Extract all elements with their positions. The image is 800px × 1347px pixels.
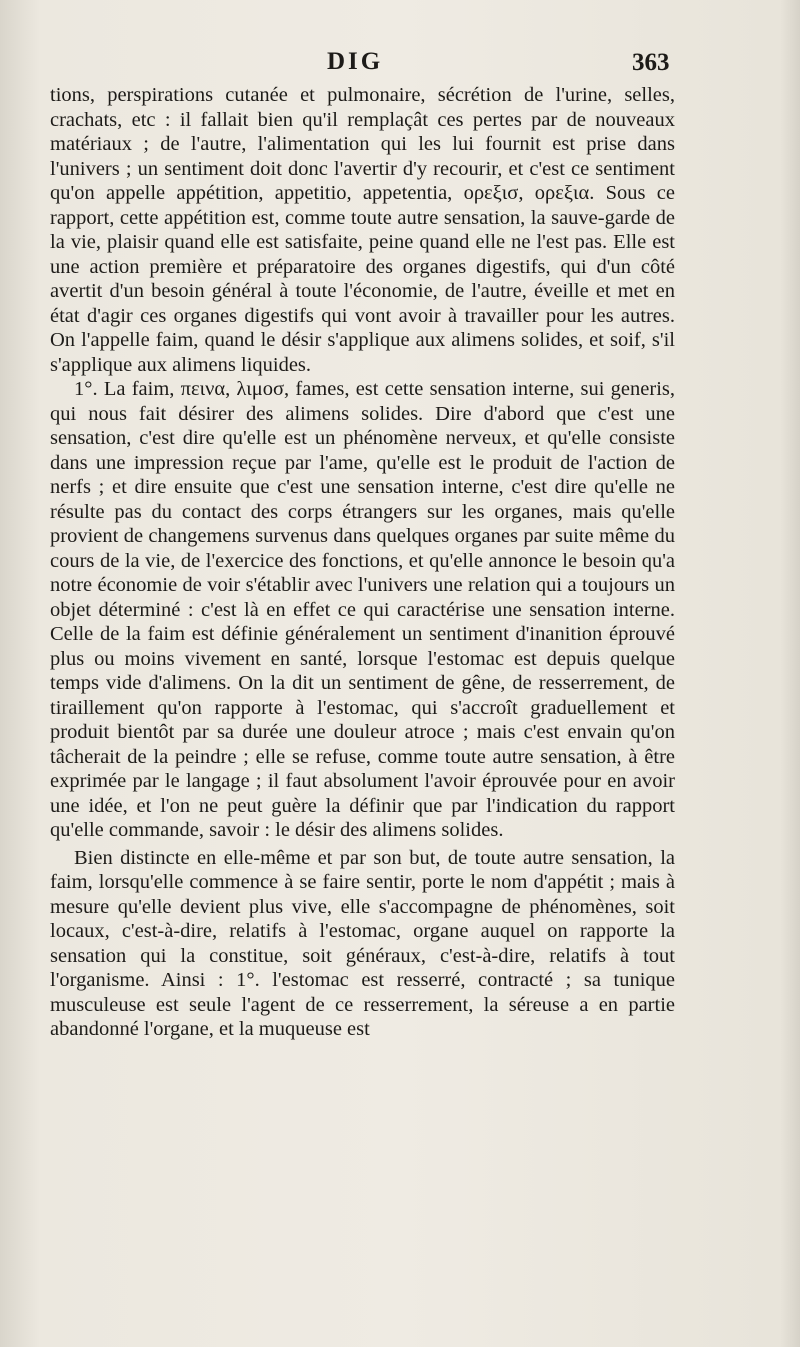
page-header [0, 48, 800, 82]
paragraph-faim-definition: 1°. La faim, πεινα, λιμοσ, fames, est cette sensation interne, sui generis, qui nous fait désirer des alimens solides. Dire d'abord que c'est une sensation, c'est dire qu'elle est un phénomène nerveux, et qu'elle consiste dans une impression reçue par l'ame, qu'elle est le produit de l'action de nerfs ; et dire ensuite que c'est une sensation interne, c'est dire qu'elle ne résulte pas du contact des corps étrangers sur les organes, mais qu'elle provient de changemens survenus dans quelques organes par suite même du cours de la vie, de l'exercice des fonctions, et qu'elle annonce le besoin qu'a notre économie de voir s'établir avec l'univers une relation qui a toujours un objet déterminé : c'est là en effet ce qui caractérise une sensation interne. Celle de la faim est définie généralement un sentiment d'inanition éprouvé plus ou moins vivement en santé, lorsque l'estomac est depuis quelque temps vide d'alimens. On la dit un sentiment de gêne, de resserrement, de tiraillement qu'on rapporte à l'estomac, qui s'accroît graduellement et produit bientôt par sa durée une douleur atroce ; mais c'est envain qu'on tâcherait de la peindre ; elle se refuse, comme toute autre sensation, à être exprimée par le langage ; il faut absolument l'avoir éprouvée pour en avoir une idée, et l'on ne peut guère la définir que par l'indication du rapport qu'elle commande, savoir : le désir des alimens solides. [50, 378, 675, 841]
paragraph-appetition: tions, perspirations cutanée et pulmonaire, sécrétion de l'urine, selles, crachats, etc : il fallait bien qu'il remplaçât ces pertes par de nouveaux matériaux ; de l'autre, l'alimentation qui les lui fournit est prise dans l'univers ; un sentiment doit donc l'avertir d'y recourir, et c'est ce sentiment qu'on appelle appétition, appetitio, appetentia, ορεξισ, ορεξια. Sous ce rapport, cette appétition est, comme toute autre sensation, la sauve-garde de la vie, plaisir quand elle est satisfaite, peine quand elle ne l'est pas. Elle est une action première et préparatoire des organes digestifs, qui d'un côté avertit d'un besoin général à toute l'économie, de l'autre, éveille et met en état d'agir ces organes digestifs qui vont avoir à travailler pour les autres. On l'appelle faim, quand le désir s'applique aux alimens solides, et soif, s'il s'applique aux alimens liquides. [50, 84, 675, 376]
page-body [50, 83, 675, 1042]
running-title: DIG [327, 48, 384, 75]
page-number: 363 [632, 49, 670, 76]
paragraph-faim-phenomenes: Bien distincte en elle-même et par son but, de toute autre sensation, la faim, lorsqu'elle commence à se faire sentir, porte le nom d'appétit ; mais à mesure qu'elle devient plus vive, elle s'accompagne de phénomènes, soit locaux, c'est-à-dire, relatifs à l'estomac, organe auquel on rapporte la sensation qui la constitue, soit généraux, c'est-à-dire, relatifs à tout l'organisme. Ainsi : 1°. l'estomac est resserré, contracté ; sa tunique musculeuse est seule l'agent de ce resserrement, la séreuse a en partie abandonné l'organe, et la muqueuse est [50, 846, 675, 1040]
